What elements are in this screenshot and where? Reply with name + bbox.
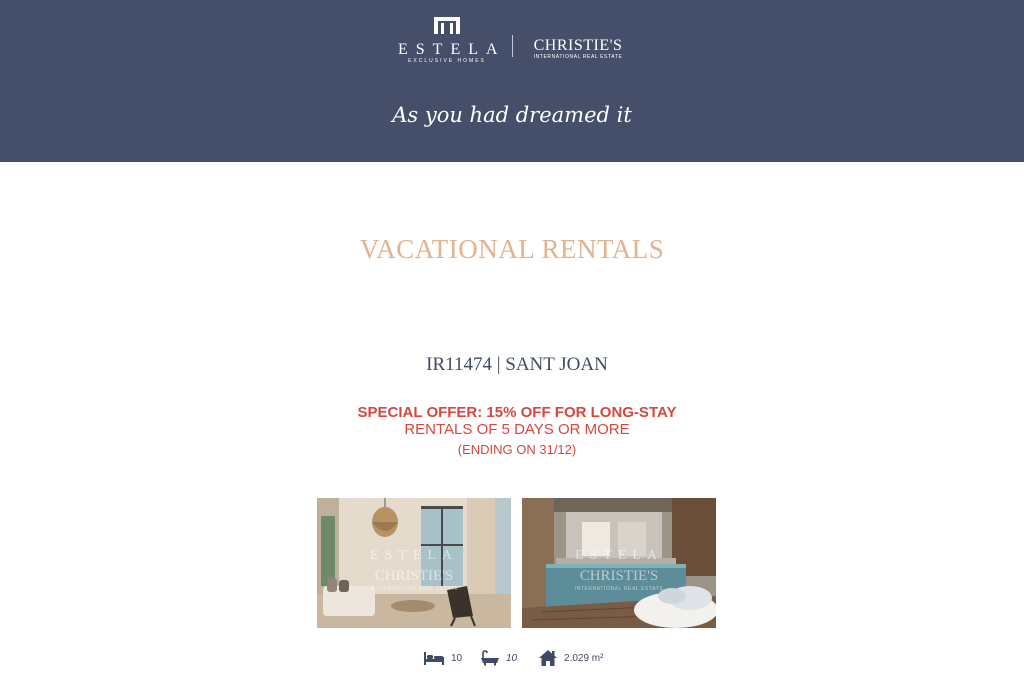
estela-mark-icon: [434, 17, 460, 34]
baths-count: 10: [506, 652, 518, 664]
christies-logo[interactable]: [522, 37, 634, 61]
offer-deadline: (ENDING ON 31/12): [457, 442, 577, 457]
area-value: 2.029 m²: [564, 652, 604, 664]
estela-brand-name: ESTELA: [398, 41, 506, 58]
bathtub-icon: [480, 650, 500, 666]
photo-watermark-sub: INTERNATIONAL REAL ESTATE: [369, 586, 459, 592]
stat-baths: [480, 648, 517, 668]
stat-area: [538, 648, 603, 668]
estela-brand-sub: EXCLUSIVE HOMES: [408, 58, 486, 64]
offer-detail: RENTALS OF 5 DAYS OR MORE: [404, 421, 630, 438]
bed-icon: [423, 650, 445, 666]
photo-watermark-brand: ESTELA: [369, 548, 459, 563]
stat-beds: [423, 648, 462, 668]
christies-brand-sub: INTERNATIONAL REAL ESTATE: [533, 54, 623, 60]
logo-divider: [512, 35, 513, 57]
logo-row[interactable]: [0, 17, 1024, 64]
listing-photo-living-room[interactable]: [317, 498, 511, 628]
photo-watermark-name: CHRISTIE'S: [374, 568, 454, 584]
photo-watermark-brand: ESTELA: [574, 548, 664, 563]
christies-brand-name: CHRISTIE'S: [533, 37, 623, 54]
photo-watermark-sub: INTERNATIONAL REAL ESTATE: [574, 586, 664, 592]
offer-headline: SPECIAL OFFER: 15% OFF FOR LONG-STAY: [357, 404, 677, 421]
house-icon: [538, 649, 558, 667]
estela-logo[interactable]: [392, 17, 506, 64]
tagline: As you had dreamed it: [392, 103, 632, 127]
beds-count: 10: [451, 652, 463, 664]
section-title: VACATIONAL RENTALS: [359, 234, 665, 264]
site-header: [0, 0, 1024, 162]
property-stats: [0, 648, 1024, 668]
property-reference[interactable]: IR11474 | SANT JOAN: [426, 354, 608, 375]
listing-photo-pool-terrace[interactable]: [522, 498, 716, 628]
photo-watermark-name: CHRISTIE'S: [579, 568, 659, 584]
